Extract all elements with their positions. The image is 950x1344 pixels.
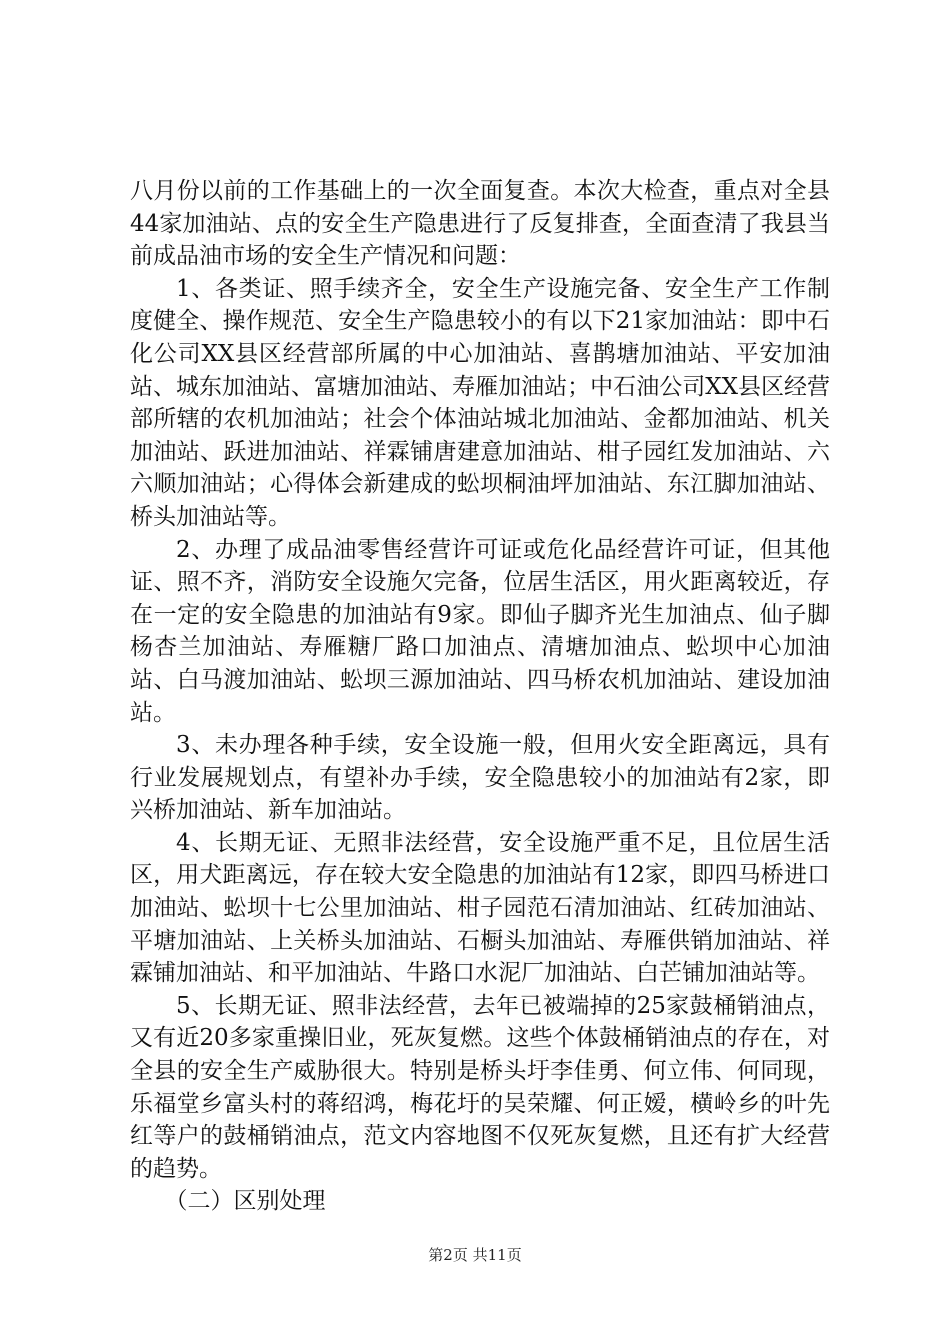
page-footer: 第2页 共11页 [428,1246,522,1264]
paragraph-item-5: 5、长期无证、照非法经营，去年已被端掉的25家鼓桶销油点，又有近20多家重操旧业，死灰复燃。这些个体鼓桶销油点的存在，对全县的安全生产威胁很大。特别是桥头圩李佳勇、何立伟、何同现，乐福堂乡富头村的蒋绍鸿，梅花圩的吴荣耀、何正嫒，横岭乡的叶先红等户的鼓桶销油点，范文内容地图不仅死灰复燃，且还有扩大经营的趋势。 [130,992,830,1182]
paragraph-item-1: 1、各类证、照手续齐全，安全生产设施完备、安全生产工作制度健全、操作规范、安全生产隐患较小的有以下21家加油站：即中石化公司XX县区经营部所属的中心加油站、喜鹊塘加油站、平安加油站、城东加油站、富塘加油站、寿雁加油站；中石油公司XX县区经营部所辖的农机加油站；社会个体油站城北加油站、金都加油站、机关加油站、跃进加油站、祥霖铺唐建意加油站、柑子园红发加油站、六六顺加油站；心得体会新建成的蚣坝桐油坪加油站、东江脚加油站、桥头加油站等。 [130,275,830,530]
section-subheading: （二）区别处理 [164,1188,326,1215]
paragraph-item-3: 3、未办理各种手续，安全设施一般，但用火安全距离远，具有行业发展规划点，有望补办手续，安全隐患较小的加油站有2家，即兴桥加油站、新车加油站。 [130,732,830,824]
document-body [130,175,830,1218]
paragraph-item-2: 2、办理了成品油零售经营许可证或危化品经营许可证，但其他证、照不齐，消防安全设施欠完备，位居生活区，用火距离较近，存在一定的安全隐患的加油站有9家。即仙子脚齐光生加油点、仙子脚杨杏兰加油站、寿雁糖厂路口加油点、清塘加油点、蚣坝中心加油站、白马渡加油站、蚣坝三源加油站、四马桥农机加油站、建设加油站。 [130,536,830,726]
paragraph-continuation: 八月份以前的工作基础上的一次全面复查。本次大检查，重点对全县44家加油站、点的安全生产隐患进行了反复排查，全面查清了我县当前成品油市场的安全生产情况和问题： [130,178,830,270]
paragraph-item-4: 4、长期无证、无照非法经营，安全设施严重不足，且位居生活区，用犬距离远，存在较大安全隐患的加油站有12家，即四马桥进口加油站、蚣坝十七公里加油站、柑子园范石清加油站、红砖加油站、平塘加油站、上关桥头加油站、石橱头加油站、寿雁供销加油站、祥霖铺加油站、和平加油站、牛路口水泥厂加油站、白芒铺加油站等。 [130,829,830,987]
